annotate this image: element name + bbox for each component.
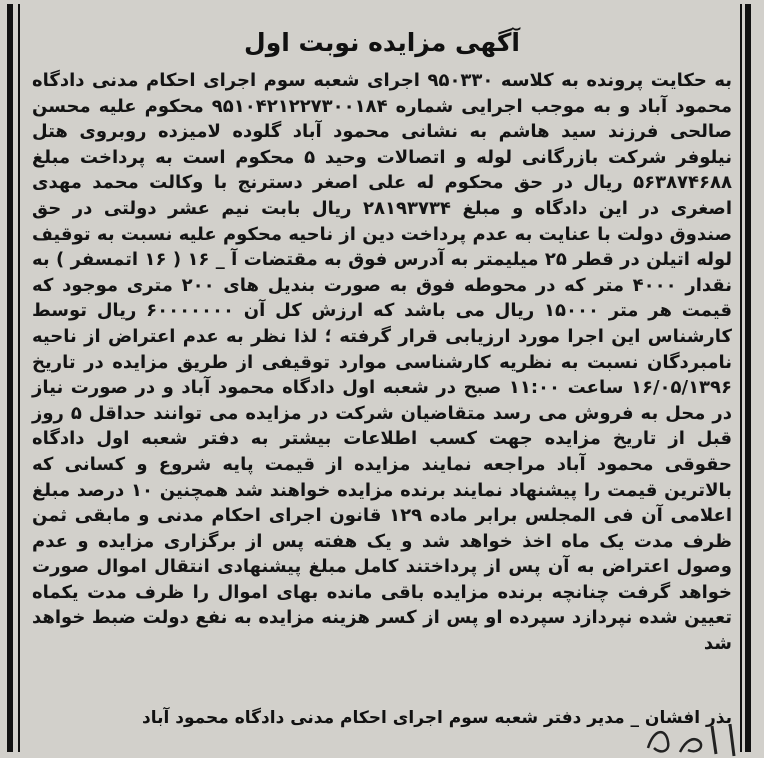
- notice-body: به حکایت پرونده به کلاسه ۹۵۰۳۳۰ اجرای شعبه سوم اجرای احکام مدنی دادگاه محمود آباد و به موجب اجرایی شماره ۹۵۱۰۴۲۱۲۲۷۳۰۰۱۸۴ محکوم علیه محسن صالحی فرزند سید هاشم به نشانی محمود آباد گلوده لامیزده روبروی هتل نیلوفر شرکت بازرگانی لوله و اتصالات وحید ۵ محکوم است به پرداخت مبلغ ۵۶۳۸۷۴۶۸۸ ریال در حق محکوم له علی اصغر دسترنج با وکالت محمد مهدی اصغری در این دادگاه و مبلغ ۲۸۱۹۳۷۳۴ ریال بابت نیم عشر دولتی در حق صندوق دولت با عنایت به عدم پرداخت دین از ناحیه محکوم علیه نسبت به توقیف لوله اتیلن در قطر ۲۵ میلیمتر به آدرس فوق به مقتضات آ _ ۱۶ ( ۱۶ اتمسفر ) به نقدار ۴۰۰۰ متر که در محوطه فوق به صورت بندیل های ۲۰۰ متری موجود که قیمت هر متر ۱۵۰۰۰ ریال می باشد که ارزش کل آن ۶۰۰۰۰۰۰۰ ریال توسط کارشناس این اجرا مورد ارزیابی قرار گرفته ؛ لذا نظر به عدم اعتراض از ناحیه نامبردگان نسبت به نظریه کارشناسی موارد توقیفی از طریق مزایده در تاریخ ۱۶/۰۵/۱۳۹۶ ساعت ۱۱:۰۰ صبح در شعبه اول دادگاه محمود آباد و در صورت نیاز در محل به فروش می رسد متقاضیان شرکت در مزایده می توانند حداقل ۵ روز قبل از تاریخ مزایده جهت کسب اطلاعات بیشتر به دفتر شعبه اول دادگاه حقوقی محمود آباد مراجعه نمایند مزایده از قیمت پایه شروع و کسانی که بالاترین قیمت را پیشنهاد نمایند برنده مزایده خواهند شد همچنین ۱۰ درصد مبلغ اعلامی آن فی المجلس برابر ماده ۱۲۹ قانون اجرای احکام مدنی و مابقی ثمن ظرف مدت یک ماه اخذ خواهد شد و یک هفته پس از برگزاری مزایده و عدم وصول اعتراض به آن پس از پرداختند کامل مبلغ پیشنهادی انتقال اموال صورت خواهد گرفت چنانچه برنده مزایده باقی مانده بهای اموال را ظرف مدت یکماه تعیین شده نپردازد سپرده او پس از کسر هزینه مزایده به نفع دولت ضبط خواهد شد: [32, 70, 733, 655]
- notice-signature: بذر افشان _ مدیر دفتر شعبه سوم اجرای احکام مدنی دادگاه محمود آباد: [142, 708, 732, 728]
- notice-title: آگهی مزایده نوبت اول: [244, 28, 520, 57]
- handwritten-mark: [640, 718, 750, 758]
